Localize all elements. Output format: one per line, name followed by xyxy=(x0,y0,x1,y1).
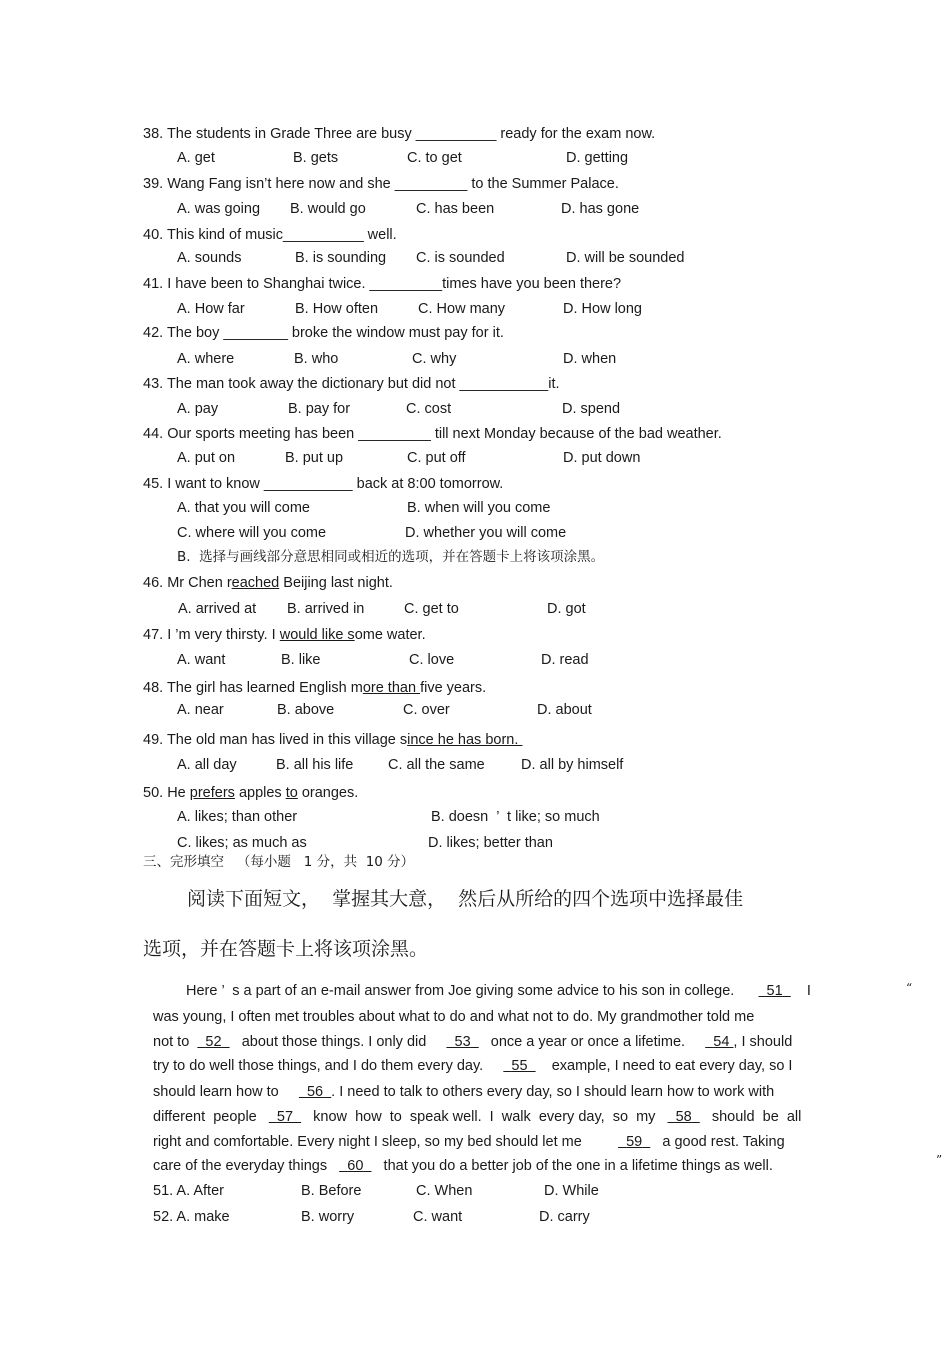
option-46-a[interactable]: A. arrived at xyxy=(178,601,257,617)
blank-55[interactable]: 55 xyxy=(511,1058,528,1074)
option-48-d[interactable]: D. about xyxy=(537,702,592,718)
option-44-a[interactable]: A. put on xyxy=(177,450,236,466)
option-45-c[interactable]: C. where will you come xyxy=(177,525,327,541)
option-51-b[interactable]: B. Before xyxy=(301,1183,362,1199)
option-48-c[interactable]: C. over xyxy=(403,702,450,718)
blank-52[interactable]: 52 xyxy=(205,1034,222,1050)
blank-54[interactable]: 54 xyxy=(713,1034,730,1050)
passage-line-7: right and comfortable. Every night I sleep, so my bed should let me 59 a good rest. Taking xyxy=(153,1134,785,1150)
section-b-title: B. 选择与画线部分意思相同或相近的选项，并在答题卡上将该项涂黑。 xyxy=(177,549,605,565)
option-38-d[interactable]: D. getting xyxy=(566,150,629,166)
passage-line-8: care of the everyday things 60 that you do a better job of the one in a lifetime things as well. xyxy=(153,1158,773,1174)
option-50-a[interactable]: A. likes; than other xyxy=(177,809,298,825)
option-48-a[interactable]: A. near xyxy=(177,702,224,718)
option-38-b[interactable]: B. gets xyxy=(293,150,339,166)
option-41-b[interactable]: B. How often xyxy=(295,301,379,317)
question-42-stem: 42. The boy ________ broke the window must pay for it. xyxy=(143,325,504,341)
option-49-b[interactable]: B. all his life xyxy=(276,757,354,773)
question-40-stem: 40. This kind of music__________ well. xyxy=(143,227,397,243)
option-42-d[interactable]: D. when xyxy=(563,351,617,367)
option-42-b[interactable]: B. who xyxy=(294,351,339,367)
question-41-stem: 41. I have been to Shanghai twice. _________times have you been there? xyxy=(143,276,622,292)
option-40-a[interactable]: A. sounds xyxy=(177,250,242,266)
option-43-a[interactable]: A. pay xyxy=(177,401,219,417)
option-39-a[interactable]: A. was going xyxy=(177,201,261,217)
option-45-b[interactable]: B. when will you come xyxy=(407,500,551,516)
option-41-a[interactable]: A. How far xyxy=(177,301,245,317)
option-38-a[interactable]: A. get xyxy=(177,150,215,166)
passage-line-3: not to 52 about those things. I only did 53 once a year or once a lifetime. 54 , I should xyxy=(153,1034,793,1050)
option-51-d[interactable]: D. While xyxy=(544,1183,599,1199)
section-3-instruction-line2: 选项，并在答题卡上将该项涂黑。 xyxy=(143,938,429,960)
option-43-d[interactable]: D. spend xyxy=(562,401,621,417)
option-38-c[interactable]: C. to get xyxy=(407,150,462,166)
option-49-c[interactable]: C. all the same xyxy=(388,757,485,773)
option-47-c[interactable]: C. love xyxy=(409,652,455,668)
option-46-d[interactable]: D. got xyxy=(547,601,586,617)
question-38-stem: 38. The students in Grade Three are busy __________ ready for the exam now. xyxy=(143,126,656,142)
open-quote-mark: “ xyxy=(906,981,913,995)
option-43-b[interactable]: B. pay for xyxy=(288,401,351,417)
option-41-c[interactable]: C. How many xyxy=(418,301,506,317)
option-47-b[interactable]: B. like xyxy=(281,652,321,668)
option-48-b[interactable]: B. above xyxy=(277,702,335,718)
section-3-instruction-line1: 阅读下面短文， 掌握其大意， 然后从所给的四个选项中选择最佳 xyxy=(187,888,744,910)
question-49-stem: 49. The old man has lived in this village since he has born. xyxy=(143,732,523,748)
passage-line-1: Here ’ s a part of an e-mail answer from Joe giving some advice to his son in college. 51 I xyxy=(186,983,811,999)
blank-57[interactable]: 57 xyxy=(276,1109,294,1125)
option-40-c[interactable]: C. is sounded xyxy=(416,250,505,266)
question-39-stem: 39. Wang Fang isn’t here now and she _________ to the Summer Palace. xyxy=(143,176,619,192)
option-45-a[interactable]: A. that you will come xyxy=(177,500,310,516)
option-49-d[interactable]: D. all by himself xyxy=(521,757,624,773)
option-44-d[interactable]: D. put down xyxy=(563,450,641,466)
close-quote-mark: ” xyxy=(936,1153,943,1167)
question-44-stem: 44. Our sports meeting has been _________ till next Monday because of the bad weather. xyxy=(143,426,722,442)
option-39-c[interactable]: C. has been xyxy=(416,201,495,217)
blank-56[interactable]: 56 xyxy=(306,1084,324,1100)
question-47-stem: 47. I ’m very thirsty. I would like some water. xyxy=(143,627,426,643)
option-44-b[interactable]: B. put up xyxy=(285,450,344,466)
passage-line-4: try to do well those things, and I do them every day. 55 example, I need to eat every day, so I xyxy=(153,1058,793,1074)
option-49-a[interactable]: A. all day xyxy=(177,757,237,773)
option-42-c[interactable]: C. why xyxy=(412,351,457,367)
passage-line-6: different people 57 know how to speak well. I walk every day, so my 58 should be all xyxy=(153,1109,802,1125)
passage-line-5: should learn how to 56 . I need to talk to others every day, so I should learn how to work with xyxy=(153,1084,775,1100)
option-51-c[interactable]: C. When xyxy=(416,1183,473,1199)
blank-58[interactable]: 58 xyxy=(675,1109,692,1125)
option-52-a[interactable]: 52. A. make xyxy=(153,1209,230,1225)
blank-51[interactable]: 51 xyxy=(766,983,783,999)
question-50-stem: 50. He prefers apples to oranges. xyxy=(143,785,359,801)
blank-60[interactable]: 60 xyxy=(347,1158,364,1174)
section-3-title: 三、完形填空 （每小题 1 分，共 10 分） xyxy=(143,854,415,870)
passage-line-2: was young, I often met troubles about what to do and what not to do. My grandmother told me xyxy=(153,1009,755,1025)
option-50-c[interactable]: C. likes; as much as xyxy=(177,835,307,851)
option-46-b[interactable]: B. arrived in xyxy=(287,601,365,617)
question-43-stem: 43. The man took away the dictionary but did not ___________it. xyxy=(143,376,560,392)
option-52-d[interactable]: D. carry xyxy=(539,1209,590,1225)
option-40-d[interactable]: D. will be sounded xyxy=(566,250,685,266)
option-43-c[interactable]: C. cost xyxy=(406,401,452,417)
question-48-stem: 48. The girl has learned English more than five years. xyxy=(143,680,487,696)
option-42-a[interactable]: A. where xyxy=(177,351,235,367)
option-46-c[interactable]: C. get to xyxy=(404,601,459,617)
question-46-stem: 46. Mr Chen reached Beijing last night. xyxy=(143,575,393,591)
option-50-d[interactable]: D. likes; better than xyxy=(428,835,553,851)
option-39-d[interactable]: D. has gone xyxy=(561,201,640,217)
question-45-stem: 45. I want to know ___________ back at 8:00 tomorrow. xyxy=(143,476,504,492)
option-50-b[interactable]: B. doesn ’ t like; so much xyxy=(431,809,600,825)
option-40-b[interactable]: B. is sounding xyxy=(295,250,387,266)
blank-59[interactable]: 59 xyxy=(626,1134,643,1150)
option-41-d[interactable]: D. How long xyxy=(563,301,642,317)
option-52-c[interactable]: C. want xyxy=(413,1209,463,1225)
option-39-b[interactable]: B. would go xyxy=(290,201,366,217)
option-52-b[interactable]: B. worry xyxy=(301,1209,355,1225)
option-47-d[interactable]: D. read xyxy=(541,652,589,668)
option-44-c[interactable]: C. put off xyxy=(407,450,466,466)
option-45-d[interactable]: D. whether you will come xyxy=(405,525,567,541)
option-51-a[interactable]: 51. A. After xyxy=(153,1183,224,1199)
blank-53[interactable]: 53 xyxy=(454,1034,471,1050)
option-47-a[interactable]: A. want xyxy=(177,652,226,668)
